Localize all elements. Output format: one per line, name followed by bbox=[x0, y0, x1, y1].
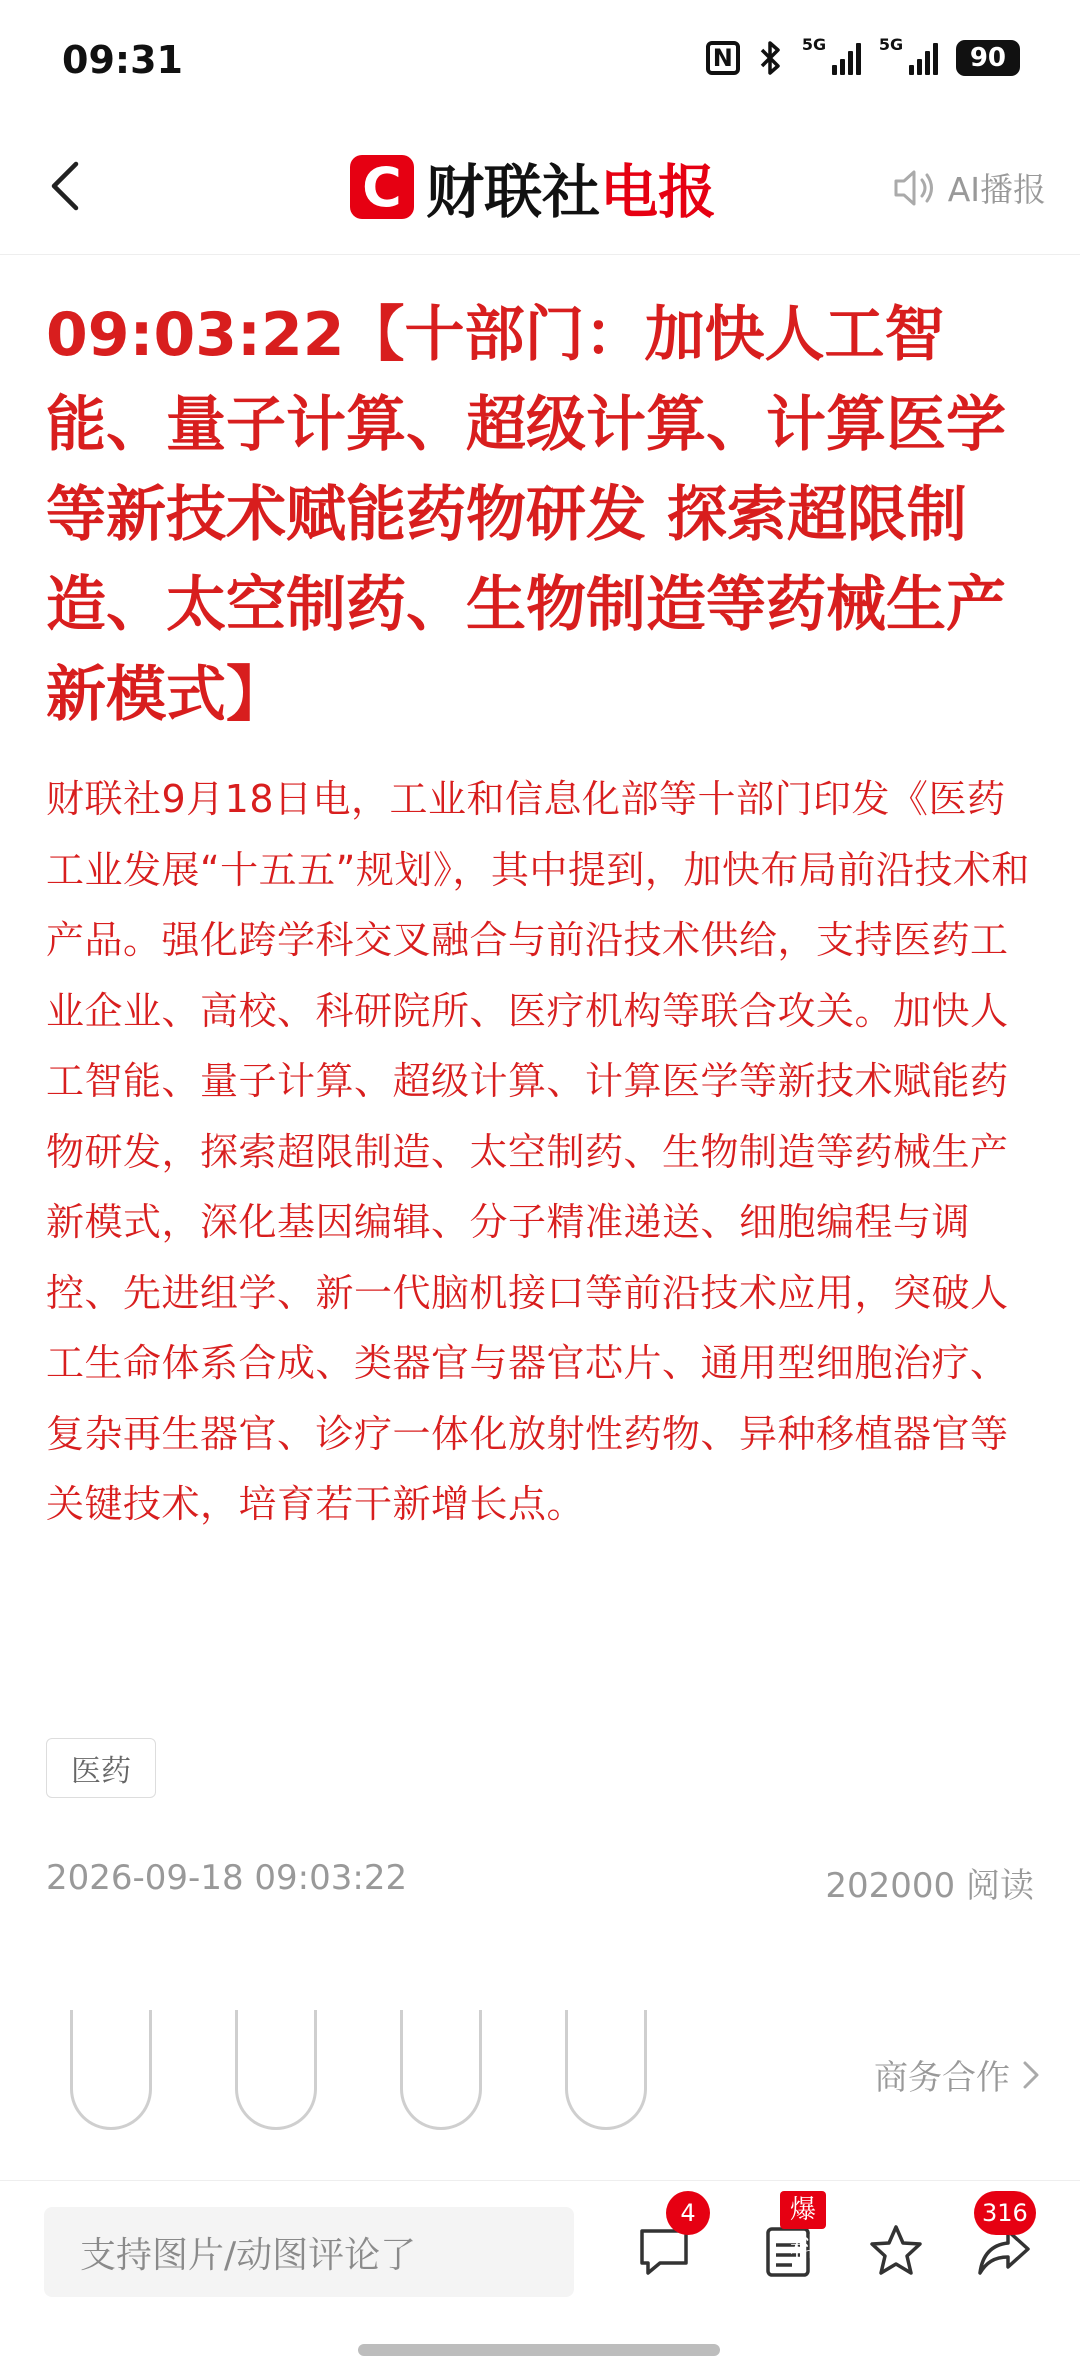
chevron-right-icon bbox=[1022, 2060, 1040, 2090]
business-cooperation-label: 商务合作 bbox=[874, 2058, 1010, 2098]
report-badge: 爆料 bbox=[780, 2191, 826, 2229]
home-indicator[interactable] bbox=[358, 2344, 720, 2356]
comment-button[interactable] bbox=[634, 2199, 696, 2281]
ai-broadcast-button[interactable] bbox=[892, 164, 1046, 211]
bluetooth-icon bbox=[758, 40, 784, 76]
publish-date: 2026-09-18 09:03:22 bbox=[46, 1858, 408, 1898]
comment-placeholder: 支持图片/动图评论了 bbox=[80, 2234, 417, 2276]
favorite-button[interactable] bbox=[866, 2221, 926, 2281]
nfc-icon: N bbox=[706, 41, 740, 75]
brand-telegraph: 电报 bbox=[600, 158, 717, 226]
tag-medicine[interactable]: 医药 bbox=[46, 1738, 156, 1798]
comment-input[interactable] bbox=[44, 2207, 574, 2297]
signal-label: 5G bbox=[878, 35, 904, 54]
comment-count-badge: 4 bbox=[666, 2191, 710, 2235]
signal-icon bbox=[878, 35, 938, 75]
signal-label: 5G bbox=[801, 35, 827, 54]
ad-image-cup bbox=[70, 2010, 152, 2130]
article-body: 财联社9月18日电，工业和信息化部等十部门印发《医药工业发展“十五五”规划》，其中提到，加快布局前沿技术和产品。强化跨学科交叉融合与前沿技术供给，支持医药工业企业、高校、科研院所、医疗机构等联合攻关。加快人工智能、量子计算、超级计算、计算医学等新技术赋能药物研发，探索超限制造、太空制药、生物制造等药械生产新模式，深化基因编辑、分子精准递送、细胞编程与调控、先进组学、新一代脑机接口等前沿技术应用，突破人工生命体系合成、类器官与器官芯片、通用型细胞治疗、复杂再生器官、诊疗一体化放射性药物、异种移植器官等关键技术，培育若干新增长点。 bbox=[46, 777, 1030, 1526]
chevron-left-icon[interactable] bbox=[44, 160, 88, 212]
report-button[interactable] bbox=[758, 2195, 818, 2281]
brand-logo-mark: C bbox=[350, 155, 414, 219]
ad-banner[interactable] bbox=[60, 2010, 660, 2140]
ad-image-cup bbox=[400, 2010, 482, 2130]
ad-image-cup bbox=[565, 2010, 647, 2130]
status-icons bbox=[706, 35, 1020, 76]
brand-name: 财联社 bbox=[426, 158, 601, 226]
business-cooperation-link[interactable] bbox=[874, 2050, 1040, 2099]
brand-logo bbox=[350, 150, 716, 224]
speaker-icon bbox=[892, 167, 938, 209]
signal-icon bbox=[801, 35, 861, 75]
header bbox=[0, 120, 1080, 255]
status-time: 09:31 bbox=[62, 38, 183, 82]
share-count-badge: 316 bbox=[974, 2191, 1036, 2235]
battery-icon: 90 bbox=[956, 40, 1020, 76]
read-count: 202000 阅读 bbox=[825, 1866, 1034, 1906]
star-icon bbox=[866, 2221, 926, 2281]
article-title: 09:03:22【十部门：加快人工智能、量子计算、超级计算、计算医学等新技术赋能药物研发 探索超限制造、太空制药、生物制造等药械生产新模式】 bbox=[46, 300, 1006, 730]
status-bar bbox=[0, 0, 1080, 120]
ai-broadcast-label: AI播报 bbox=[947, 170, 1046, 209]
ad-image-cup bbox=[235, 2010, 317, 2130]
share-button[interactable] bbox=[974, 2199, 1034, 2281]
